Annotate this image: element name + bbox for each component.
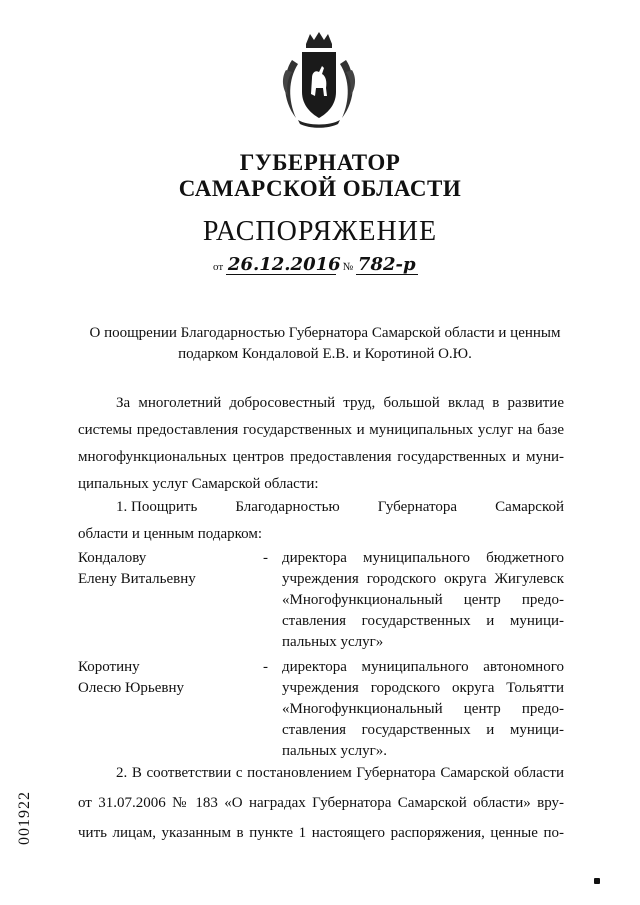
item-1-word: Губернатора: [377, 499, 458, 515]
item-1: [78, 494, 564, 548]
preamble-line: ципальных услуг Самарской области:: [78, 476, 319, 492]
item-1-word: Благодарностью: [235, 499, 340, 515]
description-line: «Многофункциональный центр предо-: [282, 701, 564, 717]
date-value: 26.12.2016: [227, 254, 341, 275]
preamble-line: системы предоставления государственных и муниципальных услуг на базе: [78, 422, 564, 438]
person-surname: Кондалову: [78, 550, 147, 566]
description-line: пальных услуг»: [282, 634, 384, 650]
person-given-name: Олесю Юрьевну: [78, 680, 184, 696]
item-1-word: 1. Поощрить: [116, 499, 198, 515]
preamble-line: За многолетний добросовестный труд, большой вклад в развитие: [116, 395, 564, 411]
person-description: [282, 657, 564, 762]
preamble-line: многофункциональных центров предоставления государственных и муни-: [78, 449, 564, 465]
item-2: [78, 758, 564, 848]
description-line: «Многофункциональный центр предо-: [282, 592, 564, 608]
coat-of-arms-emblem: [278, 30, 360, 130]
item-2-line: от 31.07.2006 № 183 «О наградах Губернатора Самарской области» вру-: [78, 795, 564, 811]
date-prefix: от: [213, 261, 224, 273]
item-1-line: области и ценным подарком:: [78, 526, 263, 542]
person-dash: -: [263, 550, 268, 566]
title-governor: ГУБЕРНАТОР: [239, 150, 401, 175]
item-1-word: Самарской: [495, 499, 564, 515]
person-dash: -: [263, 659, 268, 675]
number-prefix: №: [342, 261, 354, 273]
person-description: [282, 548, 564, 653]
description-line: директора муниципального автономного: [282, 659, 564, 675]
subject-line: О поощрении Благодарностью Губернатора Самарской области и ценным: [89, 325, 561, 341]
description-line: учреждения городского округа Жигулевск: [282, 571, 564, 587]
title-region: САМАРСКОЙ ОБЛАСТИ: [178, 176, 462, 201]
subject-line: подарком Кондаловой Е.В. и Коротиной О.Ю.: [178, 346, 472, 362]
description-line: ставления государственных и муници-: [282, 613, 564, 629]
person-surname: Коротину: [78, 659, 140, 675]
item-1-line: [78, 494, 564, 521]
date-number-line: [213, 256, 418, 275]
description-line: учреждения городского округа Тольятти: [282, 680, 564, 696]
item-2-line: чить лицам, указанным в пункте 1 настоящего распоряжения, ценные по-: [78, 825, 564, 841]
scan-mark: [594, 878, 600, 884]
person-given-name: Елену Витальевну: [78, 571, 196, 587]
description-line: ставления государственных и муници-: [282, 722, 564, 738]
person-name: [78, 657, 184, 699]
registration-number: 001922: [16, 791, 33, 845]
document-type: РАСПОРЯЖЕНИЕ: [202, 216, 438, 247]
description-line: пальных услуг».: [282, 743, 388, 759]
item-2-line: 2. В соответствии с постановлением Губернатора Самарской области: [116, 765, 564, 781]
preamble: [78, 390, 564, 498]
person-name: [78, 548, 196, 590]
description-line: директора муниципального бюджетного: [282, 550, 564, 566]
subject: [60, 323, 590, 365]
number-value: 782-р: [356, 256, 418, 275]
